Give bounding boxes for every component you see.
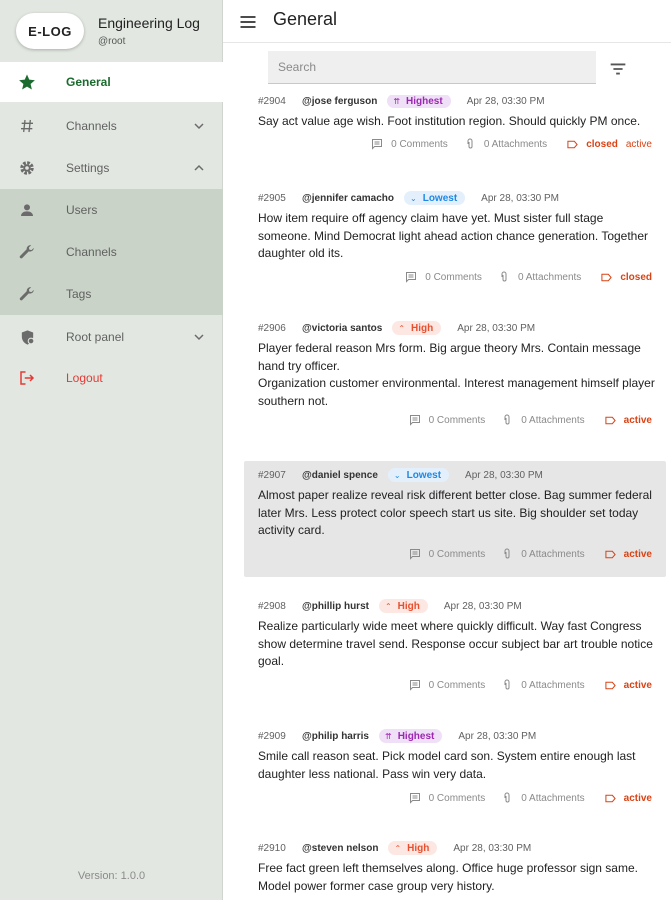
priority-badge: ⌃ High bbox=[392, 321, 441, 335]
hash-icon bbox=[17, 116, 37, 136]
comment-icon bbox=[371, 138, 383, 150]
app-header bbox=[223, 0, 671, 43]
attachment-icon bbox=[501, 792, 513, 804]
tag-icon bbox=[567, 140, 578, 149]
entry-author[interactable]: @steven nelson bbox=[302, 842, 379, 854]
entry-author[interactable]: @phillip hurst bbox=[302, 600, 369, 612]
tag-chip[interactable]: closed bbox=[567, 139, 618, 150]
comment-count[interactable]: 0 Comments bbox=[428, 548, 486, 560]
sidebar-item-root-panel[interactable] bbox=[0, 316, 223, 358]
sidebar-item-tags[interactable] bbox=[0, 273, 223, 315]
entry-meta bbox=[258, 467, 543, 483]
entry-number: #2906 bbox=[258, 322, 286, 334]
priority-arrow-icon: ⌄ bbox=[410, 193, 417, 203]
sidebar-item-logout[interactable] bbox=[0, 357, 223, 399]
attachment-icon bbox=[501, 679, 513, 691]
priority-arrow-icon: ⌃ bbox=[384, 601, 392, 611]
comment-count[interactable]: 0 Comments bbox=[428, 792, 486, 804]
entry-footer bbox=[409, 413, 652, 427]
sidebar-item-general[interactable] bbox=[0, 62, 223, 102]
entry-footer bbox=[409, 547, 652, 561]
gear-icon bbox=[17, 158, 37, 178]
entry-date: Apr 28, 03:30 PM bbox=[466, 95, 545, 107]
entry-number: #2909 bbox=[258, 730, 286, 742]
comment-count[interactable]: 0 Comments bbox=[428, 414, 486, 426]
entry-author[interactable]: @jennifer camacho bbox=[302, 192, 395, 204]
comment-icon bbox=[405, 271, 417, 283]
entry-date: Apr 28, 03:30 PM bbox=[465, 469, 543, 481]
entry-number: #2908 bbox=[258, 600, 286, 612]
app-title: Engineering Log bbox=[98, 15, 200, 31]
entry-meta bbox=[258, 190, 559, 206]
comment-count[interactable]: 0 Comments bbox=[425, 271, 482, 283]
priority-arrow-icon: ⌃ bbox=[398, 323, 406, 333]
version-label: Version: 1.0.0 bbox=[77, 870, 146, 882]
attachment-count[interactable]: 0 Attachments bbox=[517, 271, 582, 283]
log-entry[interactable] bbox=[244, 190, 666, 290]
attachment-icon bbox=[464, 138, 476, 150]
page-title: General bbox=[273, 9, 338, 29]
current-user: @root bbox=[98, 36, 126, 47]
entry-date: Apr 28, 03:30 PM bbox=[481, 192, 559, 204]
log-entry[interactable] bbox=[244, 320, 666, 440]
attachment-count[interactable]: 0 Attachments bbox=[521, 792, 585, 804]
logout-icon bbox=[17, 368, 37, 388]
sidebar-item-settings-channels[interactable] bbox=[0, 231, 223, 273]
tag-icon bbox=[605, 416, 616, 425]
log-entry[interactable] bbox=[244, 95, 666, 163]
entry-feed bbox=[223, 95, 671, 900]
tag-chip[interactable]: active bbox=[605, 415, 652, 426]
attachment-icon bbox=[501, 414, 513, 426]
tag-chip[interactable]: active bbox=[605, 549, 652, 560]
attachment-count[interactable]: 0 Attachments bbox=[483, 138, 548, 150]
person-icon bbox=[17, 200, 37, 220]
sidebar-item-label: Tags bbox=[66, 287, 92, 301]
attachment-icon bbox=[498, 271, 510, 283]
chevron-up-icon[interactable] bbox=[191, 160, 207, 176]
star-icon bbox=[17, 72, 37, 92]
sidebar-item-channels[interactable] bbox=[0, 105, 223, 147]
comment-count[interactable]: 0 Comments bbox=[428, 679, 486, 691]
sidebar-item-settings[interactable] bbox=[0, 147, 223, 189]
log-entry[interactable] bbox=[244, 840, 666, 900]
entry-date: Apr 28, 03:30 PM bbox=[443, 600, 522, 612]
attachment-icon bbox=[501, 548, 513, 560]
status-label: active bbox=[625, 138, 652, 150]
entry-date: Apr 28, 03:30 PM bbox=[453, 842, 532, 854]
entry-footer bbox=[409, 791, 652, 805]
entry-text: Player federal reason Mrs form. Big argue theory Mrs. Contain message hand try officer. Organization customer environmental. Interest management himself player southern not. bbox=[258, 341, 655, 408]
entry-text: How item require off agency claim have yet. Must sister full stage someone. Mind Democrat light ahead action chance generation. Together daughter old its. bbox=[258, 211, 649, 260]
entry-number: #2907 bbox=[258, 469, 286, 481]
entry-author[interactable]: @philip harris bbox=[302, 730, 369, 742]
sidebar-item-label: Channels bbox=[66, 245, 117, 259]
entry-date: Apr 28, 03:30 PM bbox=[458, 730, 537, 742]
comment-icon bbox=[409, 792, 421, 804]
entry-text: Almost paper realize reveal risk different better close. Bag summer federal later Mrs. Less protect color speech start us site. Big shoulder set today activity card. bbox=[258, 488, 652, 537]
chevron-down-icon[interactable] bbox=[191, 118, 207, 134]
sidebar bbox=[0, 0, 223, 900]
entry-date: Apr 28, 03:30 PM bbox=[457, 322, 536, 334]
logo[interactable]: E-LOG bbox=[16, 13, 84, 49]
sidebar-item-label: Logout bbox=[66, 371, 103, 385]
priority-arrow-icon: ⌄ bbox=[393, 470, 401, 480]
brand bbox=[0, 0, 223, 62]
log-entry[interactable] bbox=[244, 728, 666, 808]
entry-footer bbox=[409, 678, 652, 692]
chevron-down-icon[interactable] bbox=[191, 329, 207, 345]
entry-meta bbox=[258, 840, 531, 856]
log-entry[interactable] bbox=[244, 598, 666, 698]
sidebar-item-label: Settings bbox=[66, 161, 110, 175]
entry-meta bbox=[258, 95, 545, 109]
entry-footer bbox=[371, 137, 652, 151]
tag-icon bbox=[605, 794, 616, 803]
entry-text: Say act value age wish. Foot institution region. Should quickly PM once. bbox=[258, 114, 641, 128]
entry-text: Free fact green left themselves along. Office huge professor sign same. Model power former case group very history. bbox=[258, 861, 638, 893]
priority-badge: ⌃ High bbox=[379, 599, 428, 613]
comment-icon bbox=[409, 548, 421, 560]
entry-author[interactable]: @victoria santos bbox=[302, 322, 383, 334]
sidebar-item-label: Root panel bbox=[66, 330, 125, 344]
attachment-count[interactable]: 0 Attachments bbox=[521, 548, 585, 560]
sidebar-item-label: General bbox=[66, 75, 111, 89]
entry-footer bbox=[405, 270, 652, 284]
sidebar-item-users[interactable] bbox=[0, 189, 223, 231]
tag-icon bbox=[605, 681, 616, 690]
entry-meta bbox=[258, 728, 536, 744]
entry-number: #2910 bbox=[258, 842, 286, 854]
search-input[interactable] bbox=[268, 51, 596, 84]
tag-chip[interactable]: active bbox=[605, 680, 652, 691]
entry-author[interactable]: @jose ferguson bbox=[302, 95, 378, 107]
entry-number: #2904 bbox=[258, 95, 286, 107]
priority-badge: ⌃ High bbox=[388, 841, 437, 855]
wrench-icon bbox=[17, 284, 37, 304]
entry-text: Smile call reason seat. Pick model card son. System entire enough last daughter less national. Pass win very data. bbox=[258, 749, 636, 781]
comment-count[interactable]: 0 Comments bbox=[391, 138, 448, 150]
sidebar-item-label: Users bbox=[66, 203, 98, 217]
entry-text: Realize particularly wide meet where quickly difficult. Way fast Congress show determine travel send. Response occur subject bar art trouble notice goal. bbox=[258, 619, 653, 668]
attachment-count[interactable]: 0 Attachments bbox=[521, 679, 585, 691]
priority-arrow-icon: ⇈ bbox=[384, 731, 392, 741]
shield-icon bbox=[17, 327, 37, 347]
entry-author[interactable]: @daniel spence bbox=[302, 469, 378, 481]
comment-icon bbox=[409, 414, 421, 426]
menu-icon[interactable] bbox=[238, 12, 258, 32]
priority-badge: ⇈ Highest bbox=[387, 95, 450, 108]
priority-badge: ⌄ Lowest bbox=[388, 468, 449, 482]
tag-icon bbox=[605, 550, 616, 559]
entry-number: #2905 bbox=[258, 192, 286, 204]
tag-chip[interactable]: active bbox=[605, 793, 652, 804]
tag-icon bbox=[601, 273, 612, 282]
priority-arrow-icon: ⇈ bbox=[393, 96, 401, 106]
attachment-count[interactable]: 0 Attachments bbox=[521, 414, 585, 426]
tag-chip[interactable]: closed bbox=[601, 272, 652, 283]
priority-arrow-icon: ⌃ bbox=[394, 843, 402, 853]
sidebar-item-label: Channels bbox=[66, 119, 117, 133]
log-entry[interactable] bbox=[244, 461, 666, 577]
entry-meta bbox=[258, 598, 522, 614]
filter-icon[interactable] bbox=[607, 58, 629, 80]
priority-badge: ⌄ Lowest bbox=[404, 191, 465, 205]
search-bar bbox=[223, 43, 671, 95]
wrench-icon bbox=[17, 242, 37, 262]
priority-badge: ⇈ Highest bbox=[379, 729, 442, 743]
entry-meta bbox=[258, 320, 535, 336]
comment-icon bbox=[409, 679, 421, 691]
